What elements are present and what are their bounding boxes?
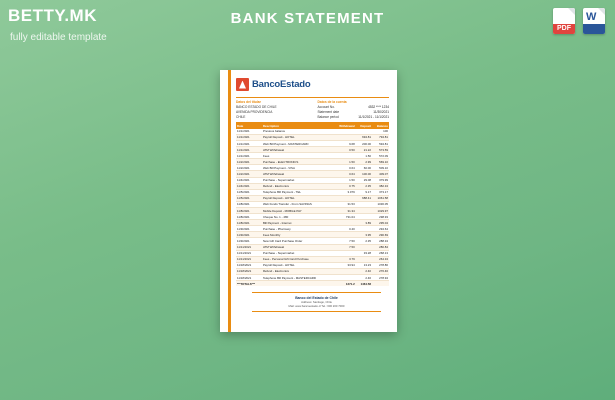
transaction-date: 11/1/2021 xyxy=(236,153,262,159)
pdf-badge-label: PDF xyxy=(553,24,575,34)
transaction-balance: 794.81 xyxy=(372,134,389,140)
transaction-deposit: 13.23 xyxy=(356,262,372,268)
transaction-balance: 290.69 xyxy=(372,232,389,238)
transaction-balance: 1061.58 xyxy=(372,195,389,201)
transaction-withdrawal: 31.34 xyxy=(333,207,356,213)
transaction-balance: 379.99 xyxy=(372,177,389,183)
transaction-withdrawal: 1.50 xyxy=(333,177,356,183)
transaction-balance: 569.10 xyxy=(372,159,389,165)
transaction-balance: 295.04 xyxy=(372,220,389,226)
totals-label: ***TOTALS*** xyxy=(236,281,262,287)
transaction-balance: 268.13 xyxy=(372,250,389,256)
transaction-balance: 288.34 xyxy=(372,238,389,244)
brand-logo: BETTY.MK xyxy=(8,6,97,25)
word-badge[interactable] xyxy=(583,8,605,34)
transaction-description: Mobile Deposit - MOBILE PAY xyxy=(262,207,333,213)
transaction-date: 11/2/2021 xyxy=(236,159,262,165)
transaction-date: 11/11/2021 xyxy=(236,256,262,262)
account-field xyxy=(318,115,390,120)
column-header-date: Date xyxy=(236,122,262,128)
transaction-description: Web Funds Transfer - From SAVINGS xyxy=(262,201,333,207)
transaction-deposit: 2.35 xyxy=(356,238,372,244)
transaction-description: Purchase - Supermarket xyxy=(262,177,333,183)
account-field-value: 4532 **** 1234 xyxy=(368,105,389,109)
transaction-date: 11/18/2021 xyxy=(236,268,262,274)
client-line: BANCO ESTADO DE CHILE xyxy=(236,105,277,109)
transaction-balance: 373.17 xyxy=(372,189,389,195)
transactions-table xyxy=(236,122,389,286)
footer-bank-name: Banco del Estado de Chile xyxy=(295,295,338,300)
account-field-label: Statement date xyxy=(317,109,340,114)
transaction-description: Fees - Personal Gift Card Purchase xyxy=(262,256,333,262)
transaction-withdrawal: 3.079 xyxy=(333,189,356,195)
transaction-description: Cheque No. 1 - 480 xyxy=(262,214,333,220)
transaction-description: Bill Payment - Internet xyxy=(262,220,333,226)
transaction-deposit: 2.99 xyxy=(356,159,372,165)
table-total-row xyxy=(236,281,389,287)
transaction-balance: 276.46 xyxy=(372,268,389,274)
transaction-withdrawal: 731.04 xyxy=(333,214,356,220)
bank-logo xyxy=(236,78,389,91)
transaction-description: ATM Withdrawal xyxy=(262,244,333,250)
transaction-balance: 278.94 xyxy=(372,275,389,281)
transaction-date: 11/4/2021 xyxy=(236,177,262,183)
totals-spacer xyxy=(262,281,333,287)
transaction-date: 11/11/2021 xyxy=(236,250,262,256)
account-info xyxy=(318,100,390,119)
format-badges xyxy=(553,8,605,34)
transaction-withdrawal: 0.75 xyxy=(333,183,356,189)
account-field-value: 11/30/2021 xyxy=(373,109,389,114)
transaction-date: 11/8/2021 xyxy=(236,207,262,213)
totals-balance xyxy=(372,281,389,287)
account-field-label: Account No. xyxy=(317,105,335,109)
transaction-description: Payroll Deposit - HOTEL xyxy=(262,134,333,140)
transaction-description: Telephone Bill Payment - TEL xyxy=(262,189,333,195)
transaction-balance: 264.34 xyxy=(372,256,389,262)
transaction-date: 11/1/2021 xyxy=(236,129,262,135)
document-footer xyxy=(252,292,381,312)
transaction-date: 11/2/2021 xyxy=(236,171,262,177)
transaction-date: 11/5/2021 xyxy=(236,189,262,195)
transaction-description: New Gift Card Purchase Order xyxy=(262,238,333,244)
transaction-withdrawal: 0.64 xyxy=(333,171,356,177)
transaction-withdrawal: 9.68 xyxy=(333,140,356,146)
client-line: CHILE xyxy=(236,114,246,119)
transaction-date: 11/9/2021 xyxy=(236,238,262,244)
footer-contact: Mail: www.bancoestado.cl Tel.: 600 200 7000 xyxy=(288,303,345,308)
bank-logo-icon xyxy=(236,78,249,91)
transaction-balance: 573.59 xyxy=(372,147,389,153)
transaction-balance: 509.10 xyxy=(372,165,389,171)
transaction-description: Purchase - Pharmacy xyxy=(262,226,333,232)
totals-withdrawal: 1271.2 xyxy=(333,281,356,287)
transaction-balance: 382.34 xyxy=(372,183,389,189)
transaction-deposit: 100.00 xyxy=(356,171,372,177)
transaction-deposit: 2.35 xyxy=(356,183,372,189)
transaction-balance: 294.64 xyxy=(372,226,389,232)
transaction-description: Refund - Electronics xyxy=(262,183,333,189)
word-badge-strip xyxy=(583,24,605,34)
statement-info xyxy=(236,100,389,119)
transaction-description: Previous balance xyxy=(262,129,333,135)
account-field-value: 11/1/2021 - 11/1/2021 xyxy=(358,114,389,119)
transaction-balance: 409.07 xyxy=(372,171,389,177)
transaction-date: 11/1/2021 xyxy=(236,147,262,153)
transaction-balance: 594.81 xyxy=(372,140,389,146)
transaction-description: Fees xyxy=(262,153,333,159)
totals-deposit: 1464.58 xyxy=(356,281,372,287)
transaction-deposit: 1.50 xyxy=(356,153,372,159)
transaction-date: 11/8/2021 xyxy=(236,214,262,220)
transaction-description: Web Bill Payment - MASTERCARD xyxy=(262,140,333,146)
client-info-title: Datos del titular xyxy=(236,100,261,104)
transaction-withdrawal: 31.53 xyxy=(333,201,356,207)
column-header-withdrawal: Withdrawal xyxy=(333,122,356,128)
column-header-deposit: Deposit xyxy=(356,122,372,128)
client-info xyxy=(236,100,308,119)
transaction-deposit: 2.40 xyxy=(356,268,372,274)
transaction-deposit: 21.22 xyxy=(356,147,372,153)
accent-bar xyxy=(228,70,231,332)
transaction-description: Refund - Electronics xyxy=(262,268,333,274)
transaction-description: Purchase - ELECTRONICS xyxy=(262,159,333,165)
page-title: BANK STATEMENT xyxy=(230,10,385,27)
transaction-withdrawal: 0.64 xyxy=(333,165,356,171)
transaction-deposit: 2.46 xyxy=(356,275,372,281)
transaction-date: 11/2/2021 xyxy=(236,165,262,171)
bank-statement-document[interactable] xyxy=(220,70,397,332)
transaction-deposit: 9.17 xyxy=(356,189,372,195)
transaction-description: Telephone Bill Payment - MASTERCARD xyxy=(262,275,333,281)
header-divider xyxy=(236,97,389,98)
transaction-balance: 572.09 xyxy=(372,153,389,159)
transaction-deposit: 60.00 xyxy=(356,165,372,171)
transaction-withdrawal: 1.50 xyxy=(333,159,356,165)
transaction-withdrawal: 3.79 xyxy=(333,256,356,262)
transactions-body xyxy=(236,129,389,286)
transaction-deposit: 3.95 xyxy=(356,232,372,238)
transaction-deposit: 200.00 xyxy=(356,140,372,146)
transaction-date: 11/18/2021 xyxy=(236,275,262,281)
transaction-deposit: 3.89 xyxy=(356,220,372,226)
transaction-date: 11/11/2021 xyxy=(236,244,262,250)
footer-address: Address: Santiago, Chile xyxy=(301,299,332,304)
transaction-description: Payroll Deposit - HOTEL xyxy=(262,195,333,201)
transaction-description: Fees Monthly xyxy=(262,232,333,238)
transaction-deposit: 33.28 xyxy=(356,250,372,256)
pdf-badge[interactable] xyxy=(553,8,575,34)
bank-name: BancoEstado xyxy=(252,79,311,90)
transaction-description: ATM Withdrawal xyxy=(262,171,333,177)
footer-divider xyxy=(252,311,381,312)
transaction-date: 11/5/2021 xyxy=(236,195,262,201)
transaction-withdrawal: 0.50 xyxy=(333,147,356,153)
transaction-balance: 298.93 xyxy=(372,214,389,220)
transaction-date: 11/8/2021 xyxy=(236,201,262,207)
page-corner-icon xyxy=(598,8,605,15)
transaction-balance: 1029.97 xyxy=(372,207,389,213)
transaction-date: 11/1/2021 xyxy=(236,140,262,146)
transaction-balance: 280.84 xyxy=(372,244,389,250)
transaction-description: Payroll Deposit - HOTEL xyxy=(262,262,333,268)
transaction-description: Web Bill Payment - VISA xyxy=(262,165,333,171)
transaction-date: 11/4/2021 xyxy=(236,183,262,189)
transaction-deposit: 694.81 xyxy=(356,134,372,140)
account-info-title: Datos de la cuenta xyxy=(317,100,347,104)
transaction-description: Purchase - Supermarket xyxy=(262,250,333,256)
transaction-date: 11/1/2021 xyxy=(236,134,262,140)
transaction-withdrawal: 0.40 xyxy=(333,226,356,232)
transaction-deposit: 29.08 xyxy=(356,177,372,183)
transaction-date: 11/9/2021 xyxy=(236,226,262,232)
page-corner-icon xyxy=(568,8,575,15)
column-header-balance: Balance xyxy=(372,122,389,128)
transaction-withdrawal: 33.94 xyxy=(333,262,356,268)
transaction-withdrawal: 7.50 xyxy=(333,238,356,244)
transaction-date: 11/18/2021 xyxy=(236,262,262,268)
transaction-balance: 1030.05 xyxy=(372,201,389,207)
transaction-description: ATM Withdrawal xyxy=(262,147,333,153)
client-line: AVENIDA PROVIDENCIA xyxy=(236,109,273,114)
transaction-date: 11/9/2021 xyxy=(236,232,262,238)
account-field-label: Balance period xyxy=(317,114,339,119)
word-badge-label: W xyxy=(586,11,597,23)
transaction-deposit: 688.41 xyxy=(356,195,372,201)
transaction-date: 11/8/2021 xyxy=(236,220,262,226)
transaction-balance: 100 xyxy=(372,129,389,135)
transaction-withdrawal: 7.50 xyxy=(333,244,356,250)
column-header-description: Description xyxy=(262,122,333,128)
transaction-balance: 278.86 xyxy=(372,262,389,268)
brand-tagline: fully editable template xyxy=(10,32,107,43)
